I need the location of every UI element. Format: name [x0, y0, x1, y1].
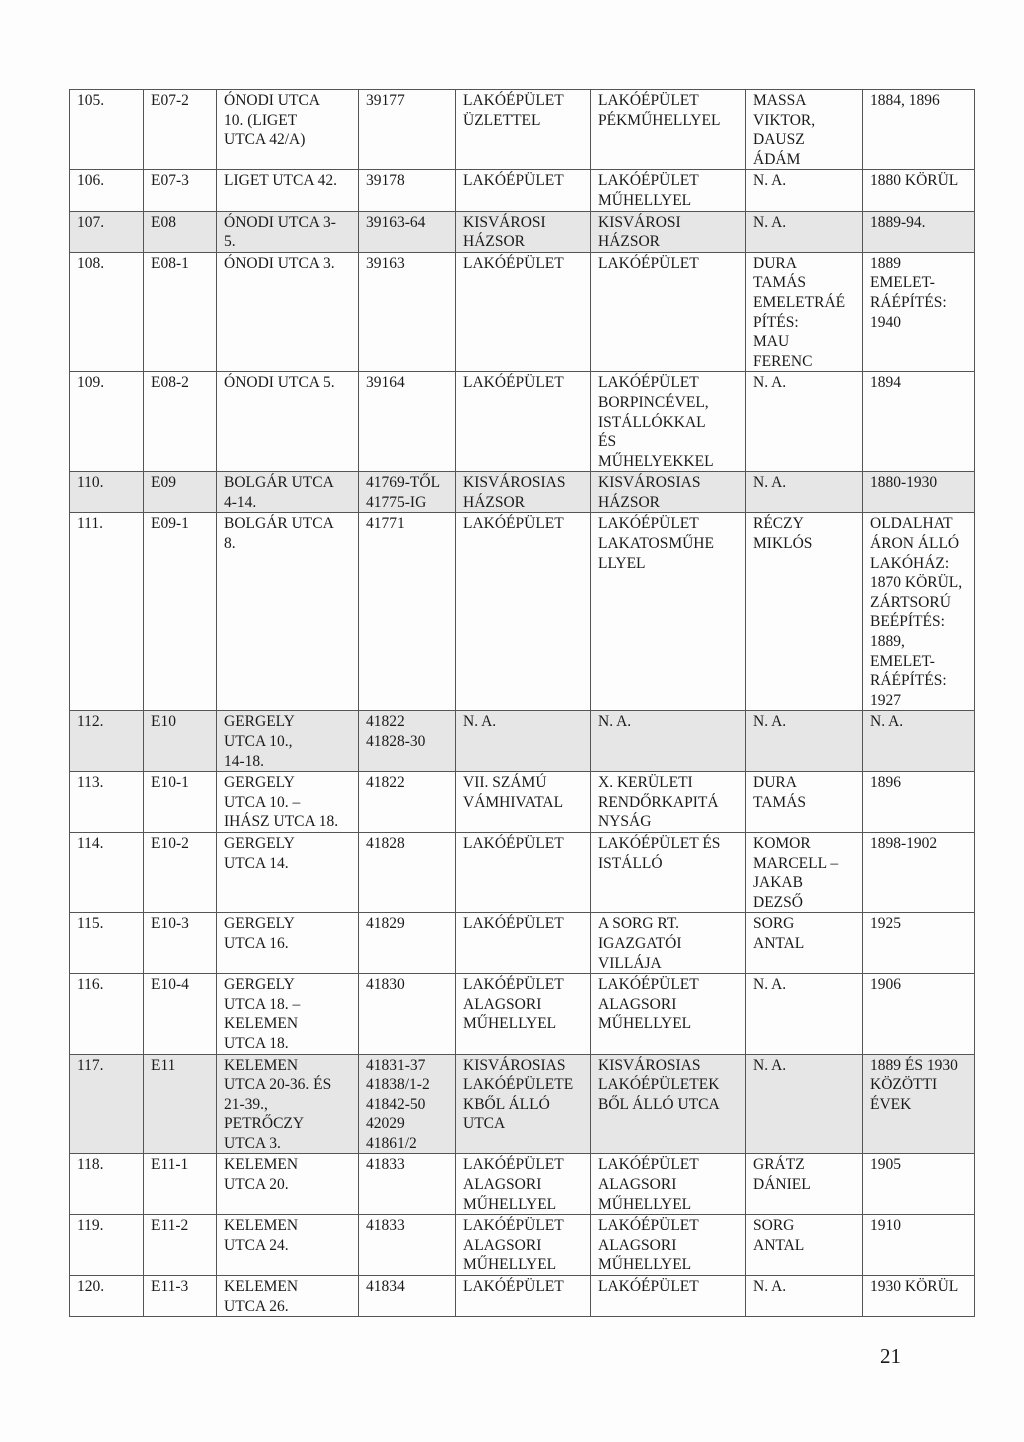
original-function-cell: LAKÓÉPÜLET — [456, 832, 591, 912]
lot-number-cell: 39163-64 — [359, 211, 456, 252]
row-number-cell: 114. — [70, 832, 144, 912]
original-function-cell: LAKÓÉPÜLET ALAGSORI MŰHELLYEL — [456, 1215, 591, 1276]
item-code-cell: E11-3 — [144, 1276, 217, 1317]
row-number-cell: 108. — [70, 252, 144, 372]
address-cell: KELEMEN UTCA 26. — [217, 1276, 359, 1317]
designer-cell: N. A. — [746, 1276, 863, 1317]
current-function-cell: X. KERÜLETI RENDŐRKAPITÁ NYSÁG — [591, 772, 746, 833]
item-code-cell: E11-2 — [144, 1215, 217, 1276]
item-code-cell: E08-1 — [144, 252, 217, 372]
row-number-cell: 105. — [70, 90, 144, 170]
table-row — [70, 211, 975, 252]
row-number-cell: 120. — [70, 1276, 144, 1317]
construction-date-cell: 1880-1930 — [863, 472, 975, 513]
row-number-cell: 119. — [70, 1215, 144, 1276]
designer-cell: RÉCZY MIKLÓS — [746, 513, 863, 711]
designer-cell: N. A. — [746, 1054, 863, 1154]
table-row — [70, 170, 975, 211]
lot-number-cell: 41829 — [359, 913, 456, 974]
original-function-cell: LAKÓÉPÜLET — [456, 1276, 591, 1317]
original-function-cell: LAKÓÉPÜLET ÜZLETTEL — [456, 90, 591, 170]
table-row — [70, 1054, 975, 1154]
original-function-cell: LAKÓÉPÜLET ALAGSORI MŰHELLYEL — [456, 974, 591, 1054]
address-cell: GERGELY UTCA 16. — [217, 913, 359, 974]
row-number-cell: 112. — [70, 711, 144, 772]
construction-date-cell: 1896 — [863, 772, 975, 833]
designer-cell: N. A. — [746, 974, 863, 1054]
row-number-cell: 111. — [70, 513, 144, 711]
original-function-cell: LAKÓÉPÜLET ALAGSORI MŰHELLYEL — [456, 1154, 591, 1215]
original-function-cell: VII. SZÁMÚ VÁMHIVATAL — [456, 772, 591, 833]
designer-cell: N. A. — [746, 472, 863, 513]
construction-date-cell: 1889 ÉS 1930 KÖZÖTTI ÉVEK — [863, 1054, 975, 1154]
current-function-cell: LAKÓÉPÜLET ALAGSORI MŰHELLYEL — [591, 1154, 746, 1215]
original-function-cell: LAKÓÉPÜLET — [456, 170, 591, 211]
lot-number-cell: 41833 — [359, 1154, 456, 1215]
lot-number-cell: 41822 41828-30 — [359, 711, 456, 772]
item-code-cell: E11 — [144, 1054, 217, 1154]
row-number-cell: 106. — [70, 170, 144, 211]
current-function-cell: LAKÓÉPÜLET ÉS ISTÁLLÓ — [591, 832, 746, 912]
table-row — [70, 711, 975, 772]
lot-number-cell: 41822 — [359, 772, 456, 833]
address-cell: KELEMEN UTCA 20-36. ÉS 21-39., PETRŐCZY UTCA 3. — [217, 1054, 359, 1154]
original-function-cell: LAKÓÉPÜLET — [456, 513, 591, 711]
current-function-cell: LAKÓÉPÜLET ALAGSORI MŰHELLYEL — [591, 974, 746, 1054]
item-code-cell: E10-1 — [144, 772, 217, 833]
item-code-cell: E10-3 — [144, 913, 217, 974]
lot-number-cell: 39164 — [359, 372, 456, 472]
row-number-cell: 118. — [70, 1154, 144, 1215]
designer-cell: SORG ANTAL — [746, 913, 863, 974]
row-number-cell: 110. — [70, 472, 144, 513]
construction-date-cell: 1884, 1896 — [863, 90, 975, 170]
designer-cell: KOMOR MARCELL – JAKAB DEZSŐ — [746, 832, 863, 912]
construction-date-cell: 1880 KÖRÜL — [863, 170, 975, 211]
construction-date-cell: 1905 — [863, 1154, 975, 1215]
original-function-cell: N. A. — [456, 711, 591, 772]
table-row — [70, 913, 975, 974]
address-cell: ÓNODI UTCA 3. — [217, 252, 359, 372]
lot-number-cell: 41771 — [359, 513, 456, 711]
construction-date-cell: OLDALHAT ÁRON ÁLLÓ LAKÓHÁZ: 1870 KÖRÜL, ZÁRTSORÚ BEÉPÍTÉS: 1889, EMELET- RÁÉPÍTÉS: 1927 — [863, 513, 975, 711]
table-row — [70, 974, 975, 1054]
address-cell: BOLGÁR UTCA 4-14. — [217, 472, 359, 513]
original-function-cell: KISVÁROSIAS LAKÓÉPÜLETE KBŐL ÁLLÓ UTCA — [456, 1054, 591, 1154]
row-number-cell: 109. — [70, 372, 144, 472]
table-row — [70, 513, 975, 711]
designer-cell: N. A. — [746, 372, 863, 472]
address-cell: GERGELY UTCA 10. – IHÁSZ UTCA 18. — [217, 772, 359, 833]
item-code-cell: E08-2 — [144, 372, 217, 472]
current-function-cell: LAKÓÉPÜLET MŰHELLYEL — [591, 170, 746, 211]
current-function-cell: KISVÁROSIAS LAKÓÉPÜLETEK BŐL ÁLLÓ UTCA — [591, 1054, 746, 1154]
lot-number-cell: 41769-TŐL 41775-IG — [359, 472, 456, 513]
row-number-cell: 116. — [70, 974, 144, 1054]
current-function-cell: LAKÓÉPÜLET ALAGSORI MŰHELLYEL — [591, 1215, 746, 1276]
address-cell: KELEMEN UTCA 24. — [217, 1215, 359, 1276]
lot-number-cell: 41833 — [359, 1215, 456, 1276]
address-cell: LIGET UTCA 42. — [217, 170, 359, 211]
designer-cell: N. A. — [746, 211, 863, 252]
table-row — [70, 1154, 975, 1215]
designer-cell: SORG ANTAL — [746, 1215, 863, 1276]
construction-date-cell: 1930 KÖRÜL — [863, 1276, 975, 1317]
lot-number-cell: 41828 — [359, 832, 456, 912]
table-row — [70, 772, 975, 833]
item-code-cell: E11-1 — [144, 1154, 217, 1215]
lot-number-cell: 39177 — [359, 90, 456, 170]
current-function-cell: N. A. — [591, 711, 746, 772]
table-body — [70, 90, 975, 1317]
lot-number-cell: 41834 — [359, 1276, 456, 1317]
current-function-cell: LAKÓÉPÜLET BORPINCÉVEL, ISTÁLLÓKKAL ÉS MŰHELYEKKEL — [591, 372, 746, 472]
lot-number-cell: 41831-37 41838/1-2 41842-50 42029 41861/2 — [359, 1054, 456, 1154]
designer-cell: GRÁTZ DÁNIEL — [746, 1154, 863, 1215]
current-function-cell: A SORG RT. IGAZGATÓI VILLÁJA — [591, 913, 746, 974]
designer-cell: N. A. — [746, 170, 863, 211]
construction-date-cell: 1906 — [863, 974, 975, 1054]
current-function-cell: KISVÁROSI HÁZSOR — [591, 211, 746, 252]
address-cell: ÓNODI UTCA 3- 5. — [217, 211, 359, 252]
original-function-cell: LAKÓÉPÜLET — [456, 372, 591, 472]
item-code-cell: E10 — [144, 711, 217, 772]
original-function-cell: KISVÁROSI HÁZSOR — [456, 211, 591, 252]
table-row — [70, 1276, 975, 1317]
item-code-cell: E07-2 — [144, 90, 217, 170]
original-function-cell: KISVÁROSIAS HÁZSOR — [456, 472, 591, 513]
address-cell: ÓNODI UTCA 5. — [217, 372, 359, 472]
lot-number-cell: 39163 — [359, 252, 456, 372]
row-number-cell: 113. — [70, 772, 144, 833]
construction-date-cell: 1925 — [863, 913, 975, 974]
table-row — [70, 1215, 975, 1276]
current-function-cell: LAKÓÉPÜLET PÉKMŰHELLYEL — [591, 90, 746, 170]
address-cell: GERGELY UTCA 10., 14-18. — [217, 711, 359, 772]
lot-number-cell: 41830 — [359, 974, 456, 1054]
designer-cell: MASSA VIKTOR, DAUSZ ÁDÁM — [746, 90, 863, 170]
address-cell: GERGELY UTCA 14. — [217, 832, 359, 912]
item-code-cell: E09-1 — [144, 513, 217, 711]
current-function-cell: LAKÓÉPÜLET LAKATOSMŰHE LLYEL — [591, 513, 746, 711]
original-function-cell: LAKÓÉPÜLET — [456, 913, 591, 974]
table-row — [70, 472, 975, 513]
lot-number-cell: 39178 — [359, 170, 456, 211]
address-cell: BOLGÁR UTCA 8. — [217, 513, 359, 711]
designer-cell: DURA TAMÁS EMELETRÁÉ PÍTÉS: MAU FERENC — [746, 252, 863, 372]
address-cell: ÓNODI UTCA 10. (LIGET UTCA 42/A) — [217, 90, 359, 170]
item-code-cell: E09 — [144, 472, 217, 513]
designer-cell: DURA TAMÁS — [746, 772, 863, 833]
table-row — [70, 252, 975, 372]
row-number-cell: 117. — [70, 1054, 144, 1154]
address-cell: GERGELY UTCA 18. – KELEMEN UTCA 18. — [217, 974, 359, 1054]
construction-date-cell: 1898-1902 — [863, 832, 975, 912]
designer-cell: N. A. — [746, 711, 863, 772]
page-number: 21 — [880, 1344, 901, 1368]
original-function-cell: LAKÓÉPÜLET — [456, 252, 591, 372]
construction-date-cell: N. A. — [863, 711, 975, 772]
table-row — [70, 90, 975, 170]
construction-date-cell: 1910 — [863, 1215, 975, 1276]
item-code-cell: E08 — [144, 211, 217, 252]
item-code-cell: E10-4 — [144, 974, 217, 1054]
item-code-cell: E07-3 — [144, 170, 217, 211]
table-row — [70, 372, 975, 472]
construction-date-cell: 1889-94. — [863, 211, 975, 252]
address-cell: KELEMEN UTCA 20. — [217, 1154, 359, 1215]
heritage-register-table — [69, 89, 975, 1317]
current-function-cell: LAKÓÉPÜLET — [591, 252, 746, 372]
row-number-cell: 107. — [70, 211, 144, 252]
construction-date-cell: 1889 EMELET- RÁÉPÍTÉS: 1940 — [863, 252, 975, 372]
table-row — [70, 832, 975, 912]
row-number-cell: 115. — [70, 913, 144, 974]
item-code-cell: E10-2 — [144, 832, 217, 912]
current-function-cell: KISVÁROSIAS HÁZSOR — [591, 472, 746, 513]
current-function-cell: LAKÓÉPÜLET — [591, 1276, 746, 1317]
construction-date-cell: 1894 — [863, 372, 975, 472]
